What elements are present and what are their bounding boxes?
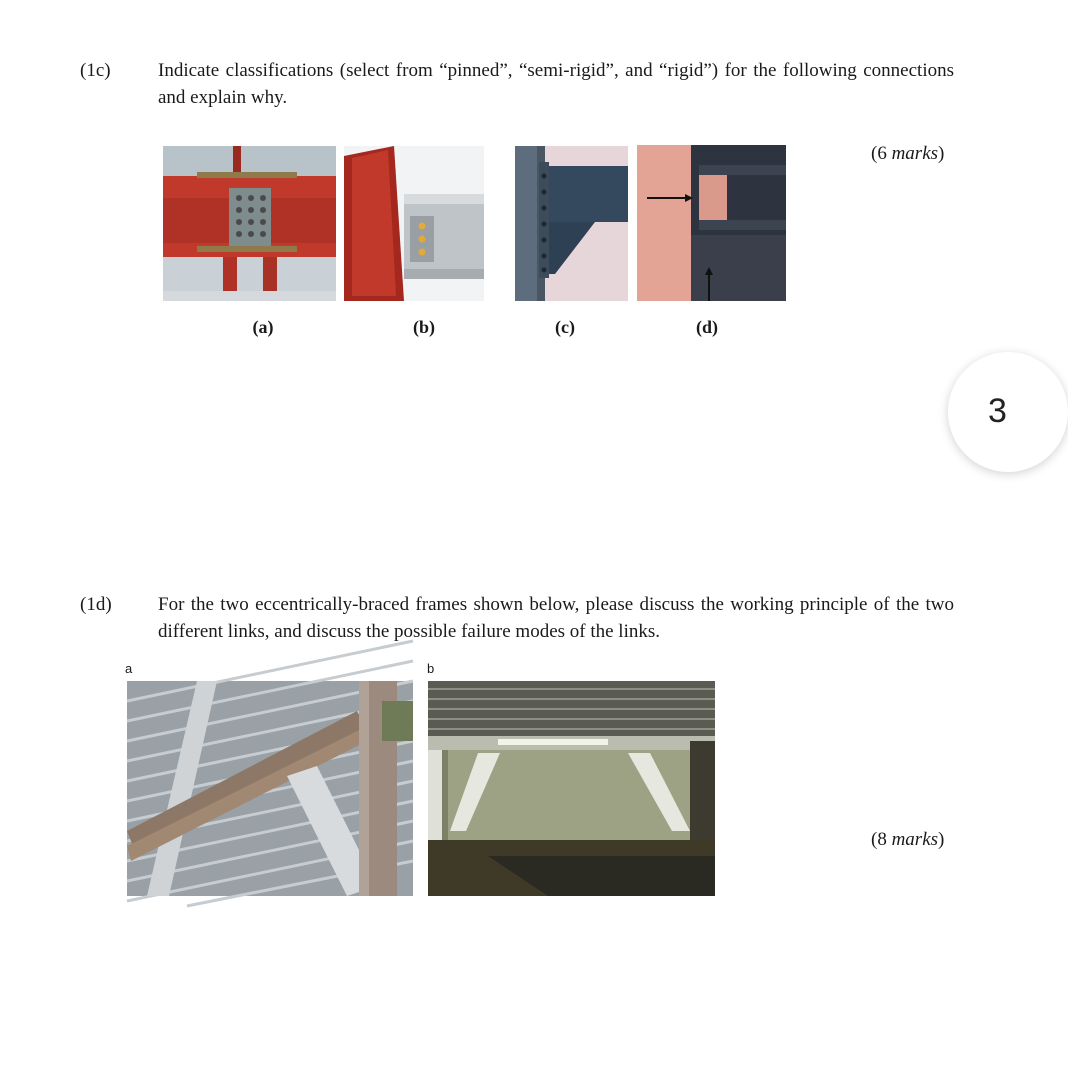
figure-b-caption: (b)	[413, 317, 435, 337]
question-number: (1d)	[80, 594, 112, 615]
question-1d	[0, 591, 998, 651]
photo-b-image	[428, 681, 715, 896]
question-number: (1c)	[80, 60, 111, 81]
marks-1d: (8 marks)	[871, 829, 945, 850]
figure-a-image	[163, 146, 336, 301]
photo-a-image	[127, 681, 413, 896]
figure-d-image	[637, 145, 786, 301]
question-text: For the two eccentrically-braced frames shown below, please discuss the working principle of the two different links, and discuss the possible failure modes of the links.	[158, 594, 954, 642]
figure-d-caption: (d)	[696, 317, 718, 337]
marks-1c: (6 marks)	[871, 143, 945, 164]
figure-a-caption: (a)	[252, 317, 274, 337]
page-number: 3	[988, 392, 1007, 430]
figure-b-image	[344, 146, 484, 301]
figure-c-image	[515, 146, 628, 301]
page-number-widget[interactable]	[948, 352, 1068, 472]
photo-a-label: a	[125, 661, 133, 676]
photo-b-label: b	[427, 661, 435, 676]
question-text: Indicate classifications (select from “pinned”, “semi-rigid”, and “rigid”) for the following connections and explain why.	[158, 60, 954, 108]
question-1c	[0, 57, 998, 117]
figure-c-caption: (c)	[555, 317, 575, 337]
